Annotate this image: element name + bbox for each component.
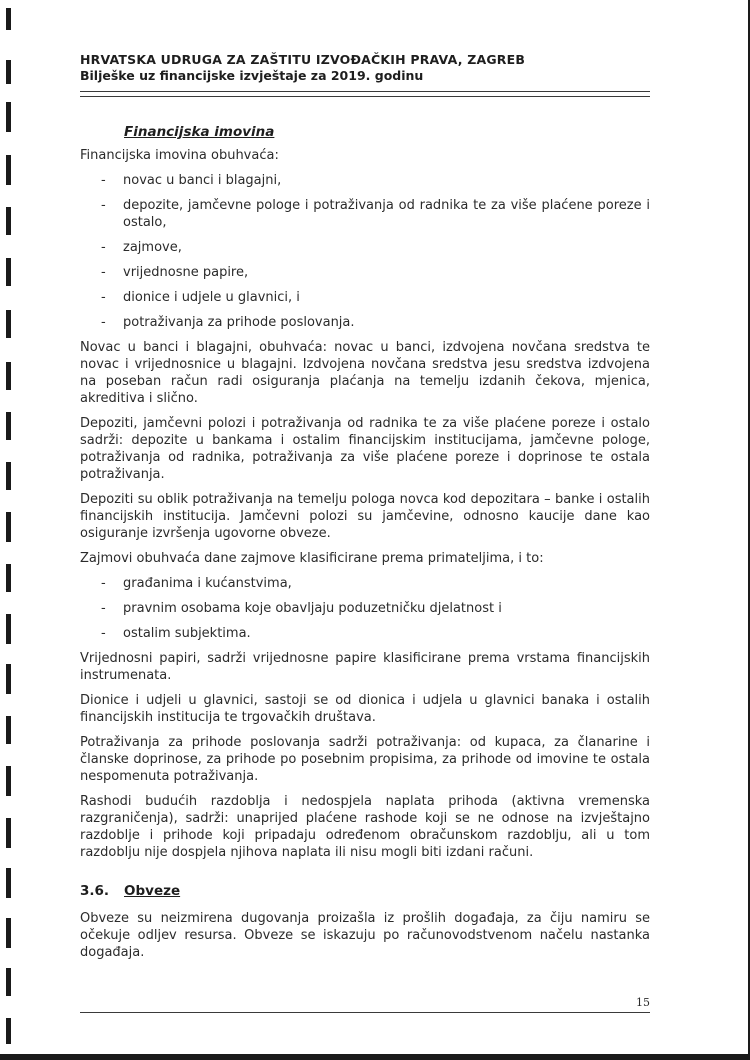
- page-edge-bottom: [0, 1054, 750, 1060]
- document-body: [80, 124, 650, 969]
- list-item: - depozite, jamčevne pologe i potraživanja od radnika te za više plaćene poreze i ostalo,: [80, 197, 650, 231]
- binding-marks: [0, 0, 16, 1060]
- section-title-financial-assets: Financijska imovina: [124, 124, 275, 140]
- document-subtitle: Bilješke uz financijske izvještaje za 2019. godinu: [80, 68, 424, 83]
- paragraph-intro: Financijska imovina obuhvaća:: [80, 148, 279, 163]
- header-divider: [80, 91, 650, 97]
- page-number: 15: [636, 996, 650, 1009]
- list-item: - dionice i udjele u glavnici, i: [80, 289, 650, 306]
- paragraph-deferred: Rashodi budućih razdoblja i nedospjela naplata prihoda (aktivna vremenska razgraničenja), sadrži: unaprijed plaćene rashode koji se ne odnose na izvještajno razdoblje i prihode koji pripadaju određenom obračunskom razdoblju, ali u tom razdoblju nije dospjela njihova naplata ili nisu mogli biti izdani računi.: [80, 794, 650, 860]
- list-item: - potraživanja za prihode poslovanja.: [80, 314, 650, 331]
- paragraph-receivables: Potraživanja za prihode poslovanja sadrži potraživanja: od kupaca, za članarine i članske doprinose, za prihode po posebnim propisima, za prihode od imovine te ostala nespomenuta potraživanja.: [80, 735, 650, 784]
- paragraph-securities: Vrijednosni papiri, sadrži vrijednosne papire klasificirane prema vrstama financijskih instrumenata.: [80, 651, 650, 683]
- section-title-liabilities: Obveze: [124, 883, 181, 899]
- list-item: - pravnim osobama koje obavljaju poduzetničku djelatnost i: [80, 600, 650, 617]
- footer-divider: [80, 1012, 650, 1013]
- list-item: - vrijednosne papire,: [80, 264, 650, 281]
- paragraph-liabilities: Obveze su neizmirena dugovanja proizašla iz prošlih događaja, za čiju namiru se očekuje odljev resursa. Obveze se iskazuju po računovodstvenom načelu nastanka događaja.: [80, 911, 650, 960]
- list-item: - novac u banci i blagajni,: [80, 172, 650, 189]
- paragraph-shares: Dionice i udjeli u glavnici, sastoji se od dionica i udjela u glavnici banaka i ostalih financijskih institucija te trgovačkih društava.: [80, 693, 650, 725]
- organization-name: HRVATSKA UDRUGA ZA ZAŠTITU IZVOĐAČKIH PRAVA, ZAGREB: [80, 52, 526, 67]
- section-number: 3.6.: [80, 883, 110, 899]
- paragraph-deposits: Depoziti, jamčevni polozi i potraživanja od radnika te za više plaćene poreze i ostalo sadrži: depozite u bankama i ostalim financijskim institucijama, jamčevne pologe, potraživanja od radnika, potraživanja za više plaćene poreze i doprinose te ostala potraživanja.: [80, 416, 650, 482]
- list-item: - zajmove,: [80, 239, 650, 256]
- section-heading-liabilities: [80, 883, 650, 900]
- paragraph-cash: Novac u banci i blagajni, obuhvaća: novac u banci, izdvojena novčana sredstva te novac i vrijednosnice u blagajni. Izdvojena novčana sredstva jesu sredstva izdvojena na poseban račun radi osiguranja plaćanja na temelju izdanih čekova, mjenica, akreditiva i slično.: [80, 340, 650, 406]
- asset-list: [80, 172, 650, 331]
- list-item: - ostalim subjektima.: [80, 625, 650, 642]
- list-item: - građanima i kućanstvima,: [80, 575, 650, 592]
- loan-list: [80, 575, 650, 642]
- paragraph-loans-intro: Zajmovi obuhvaća dane zajmove klasificirane prema primateljima, i to:: [80, 551, 544, 566]
- paragraph-deposits-form: Depoziti su oblik potraživanja na temelju pologa novca kod depozitara – banke i ostalih financijskih institucija. Jamčevni polozi su jamčevine, odnosno kaucije dane kao osiguranje izvršenja ugovorne obveze.: [80, 492, 650, 541]
- document-header: [80, 52, 650, 83]
